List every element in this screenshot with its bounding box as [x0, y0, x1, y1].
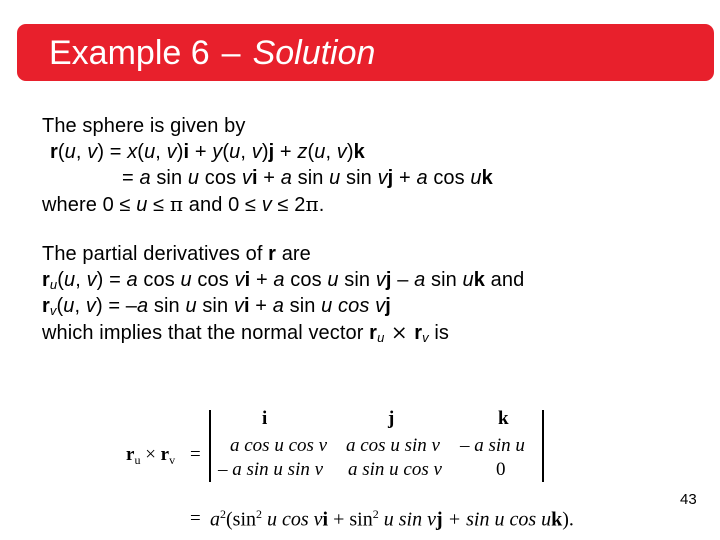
cell-r1c3: – a sin u [460, 435, 525, 456]
slide-title: Example 6 [49, 33, 210, 72]
title-dash: – [221, 33, 241, 72]
slide-subtitle: Solution [252, 33, 376, 72]
equals-sign: = [190, 444, 201, 465]
equation-rv: rv(u, v) = –a sin u sin vi + a sin u cos vj [42, 295, 391, 318]
header-j: j [388, 408, 395, 429]
text-normal-vector: which implies that the normal vector ru × rv is [42, 320, 449, 345]
text-line-1: The sphere is given by [42, 115, 246, 137]
determinant-bar-left [209, 410, 211, 482]
cell-r1c2: a cos u sin v [346, 435, 440, 456]
equals-sign-2: = [190, 508, 201, 529]
determinant-bar-right [542, 410, 544, 482]
determinant-equation [120, 408, 680, 534]
page-number: 43 [680, 491, 697, 508]
slide-title-bar [17, 24, 714, 81]
cell-r2c3: 0 [496, 459, 506, 480]
equation-ru: ru(u, v) = a cos u cos vi + a cos u sin vj – a sin uk and [42, 269, 525, 292]
header-i: i [262, 408, 268, 429]
cross-product-lhs: $r_u \times r_v$ [126, 444, 176, 467]
header-k: k [498, 408, 509, 429]
cell-r1c1: a cos u cos v [230, 435, 328, 456]
cell-r2c2: a sin u cos v [348, 459, 442, 480]
equation-sphere: r(u, v) = x(u, v)i + y(u, v)j + z(u, v)k [50, 141, 365, 163]
equation-sphere-expanded: = a sin u cos vi + a sin u sin vj + a cos uk [122, 167, 493, 189]
slide-body [42, 113, 702, 345]
text-partial-derivatives: The partial derivatives of r are [42, 243, 311, 265]
domain-constraint: where 0 ≤ u ≤ π and 0 ≤ v ≤ 2π. [42, 192, 325, 216]
cell-r2c1: – a sin u sin v [218, 459, 324, 480]
cross-product-result: $a^2(\sin^2$ u cos vi + $\sin^2 u$ sin vj + sin u cos uk). [210, 507, 574, 531]
